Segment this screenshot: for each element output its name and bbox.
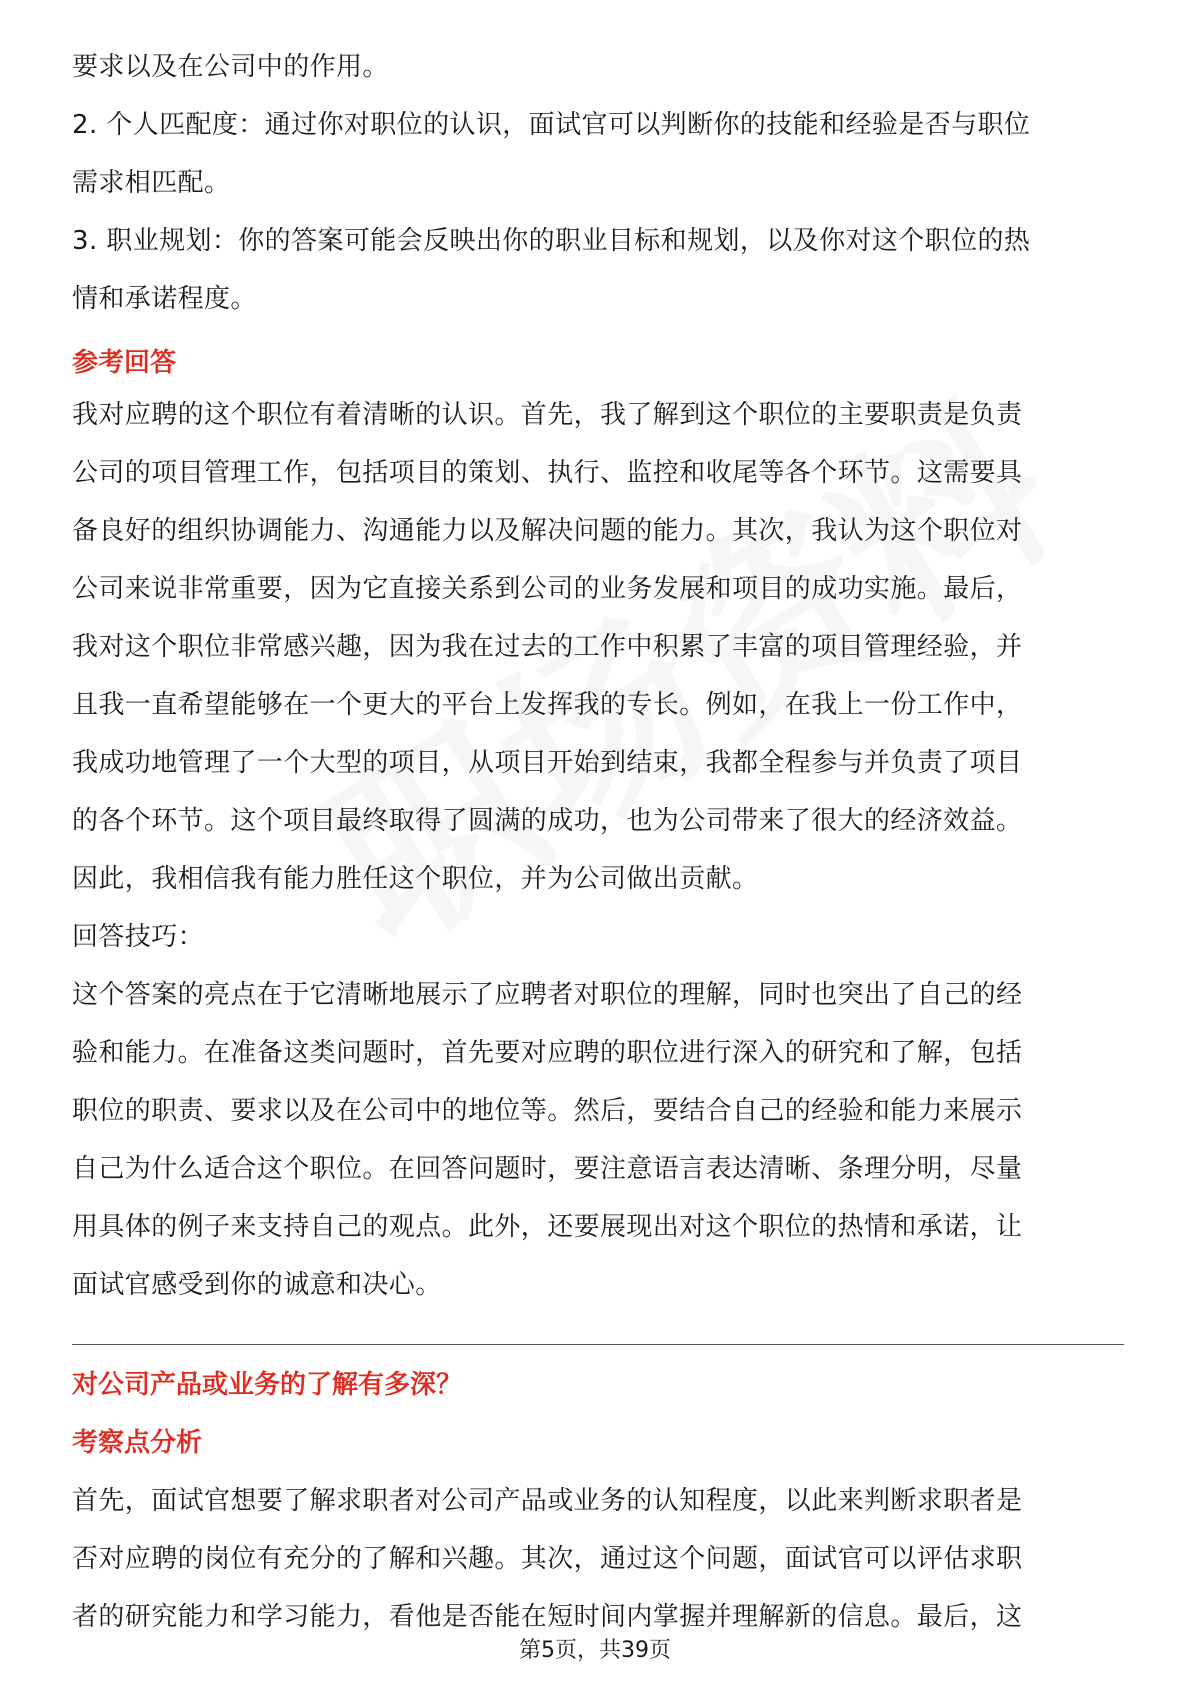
text-line: 职位的职责、要求以及在公司中的地位等。然后，要结合自己的经验和能力来展示	[72, 1096, 1023, 1126]
text-line: 的各个环节。这个项目最终取得了圆满的成功，也为公司带来了很大的经济效益。	[72, 806, 1023, 836]
reference-answer-heading: 参考回答	[72, 348, 177, 378]
text-line: 者的研究能力和学习能力，看他是否能在短时间内掌握并理解新的信息。最后，这	[72, 1602, 1023, 1632]
text-line: 需求相匹配。	[72, 168, 231, 198]
question2-block	[72, 1356, 1124, 1646]
text-line: 首先，面试官想要了解求职者对公司产品或业务的认知程度，以此来判断求职者是	[72, 1486, 1023, 1516]
text-line: 因此，我相信我有能力胜任这个职位，并为公司做出贡献。	[72, 864, 759, 894]
text-line: 3. 职业规划：你的答案可能会反映出你的职业目标和规划，以及你对这个职位的热	[72, 226, 1031, 256]
text-line: 用具体的例子来支持自己的观点。此外，还要展现出对这个职位的热情和承诺，让	[72, 1212, 1023, 1242]
text-line: 自己为什么适合这个职位。在回答问题时，要注意语言表达清晰、条理分明，尽量	[72, 1154, 1023, 1184]
analysis-heading: 考察点分析	[72, 1428, 203, 1458]
text-line: 我对应聘的这个职位有着清晰的认识。首先，我了解到这个职位的主要职责是负责	[72, 400, 1023, 430]
section1-text	[72, 38, 1124, 328]
text-line: 备良好的组织协调能力、沟通能力以及解决问题的能力。其次，我认为这个职位对	[72, 516, 1023, 546]
section-divider	[72, 1344, 1124, 1345]
text-line: 且我一直希望能够在一个更大的平台上发挥我的专长。例如，在我上一份工作中，	[72, 690, 1023, 720]
page-number: 第5页，共39页	[519, 1638, 671, 1663]
text-line: 情和承诺程度。	[72, 284, 257, 314]
document-page	[72, 38, 1124, 1314]
answer-tips-label: 回答技巧：	[72, 922, 205, 952]
text-line: 要求以及在公司中的作用。	[72, 52, 389, 82]
answer-tips-text	[72, 966, 1124, 1314]
text-line: 面试官感受到你的诚意和决心。	[72, 1270, 442, 1300]
text-line: 公司来说非常重要，因为它直接关系到公司的业务发展和项目的成功实施。最后，	[72, 574, 1023, 604]
text-line: 验和能力。在准备这类问题时，首先要对应聘的职位进行深入的研究和了解，包括	[72, 1038, 1023, 1068]
text-line: 我成功地管理了一个大型的项目，从项目开始到结束，我都全程参与并负责了项目	[72, 748, 1023, 778]
text-line: 这个答案的亮点在于它清晰地展示了应聘者对职位的理解，同时也突出了自己的经	[72, 980, 1023, 1010]
reference-answer-text	[72, 386, 1124, 908]
question-title: 对公司产品或业务的了解有多深？	[72, 1370, 463, 1400]
text-line: 公司的项目管理工作，包括项目的策划、执行、监控和收尾等各个环节。这需要具	[72, 458, 1023, 488]
analysis-text	[72, 1472, 1124, 1646]
text-line: 2. 个人匹配度：通过你对职位的认识，面试官可以判断你的技能和经验是否与职位	[72, 110, 1031, 140]
text-line: 我对这个职位非常感兴趣，因为我在过去的工作中积累了丰富的项目管理经验，并	[72, 632, 1023, 662]
text-line: 否对应聘的岗位有充分的了解和兴趣。其次，通过这个问题，面试官可以评估求职	[72, 1544, 1023, 1574]
